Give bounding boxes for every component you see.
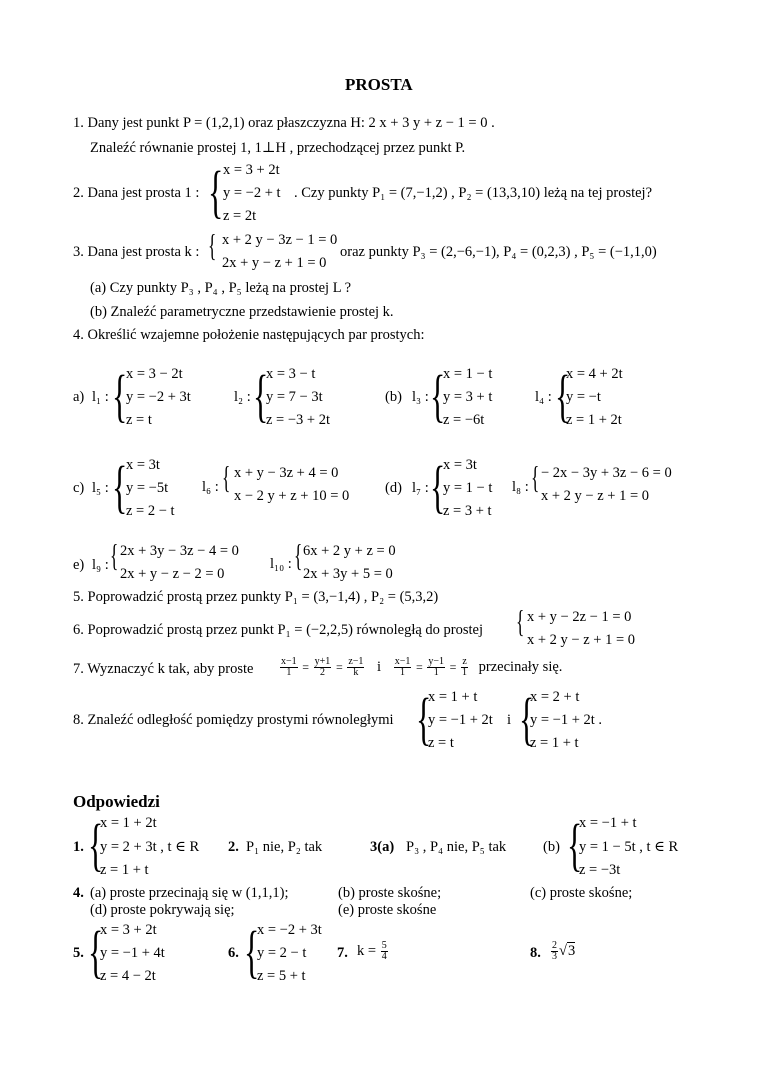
problem-2-prefix: 2. Dana jest prosta 1 : <box>73 185 200 201</box>
problem-3b: (b) Znaleźć parametryczne przedstawienie prostej k. <box>90 304 394 320</box>
equation: z = t <box>126 412 152 428</box>
equation: 6x + 2 y + z = 0 <box>303 543 396 559</box>
label-c: c) <box>73 480 85 496</box>
equation: y = 1 − 5t , t ∈ R <box>579 839 679 855</box>
equation: x + y − 3z + 4 = 0 <box>234 465 339 481</box>
brace: { <box>519 686 535 751</box>
equation: y = −t <box>566 389 601 405</box>
brace: { <box>110 537 119 573</box>
equation: y = 2 + 3t , t ∈ R <box>100 839 200 855</box>
brace: { <box>208 159 224 224</box>
brace: { <box>244 919 260 984</box>
equation: x + 2 y − 3z − 1 = 0 <box>222 232 338 248</box>
brace: { <box>430 363 446 428</box>
label-e: e) <box>73 557 85 573</box>
problem-4-intro: 4. Określić wzajemne położenie następujących par prostych: <box>73 327 425 343</box>
brace: { <box>430 454 446 519</box>
equation: 2x + y − z + 1 = 0 <box>222 255 327 271</box>
line-l1-name: l₁ : <box>92 389 109 405</box>
equation: y = −2 + 3t <box>126 389 191 405</box>
equation: x = 3t <box>443 457 477 473</box>
brace: { <box>88 919 104 984</box>
problem-3-prefix: 3. Dana jest prosta k : <box>73 244 200 260</box>
equation: z = 1 + 2t <box>566 412 622 428</box>
equation: x + 2 y − z + 1 = 0 <box>541 488 650 504</box>
line-l6-name: l₆ : <box>202 479 219 495</box>
answer-4-label: 4. <box>73 885 84 901</box>
equation: x = 3 − t <box>266 366 316 382</box>
equation: y = −1 + 2t . <box>530 712 603 728</box>
equation: z = −6t <box>443 412 485 428</box>
equation: 2x + 3y − 3z − 4 = 0 <box>120 543 239 559</box>
equation: x = 4 + 2t <box>566 366 623 382</box>
answer-4d: (d) proste pokrywają się; <box>90 902 235 918</box>
equation: z = −3t <box>579 862 621 878</box>
fraction: $\frac{x-1}{1}$ <box>394 656 411 678</box>
equation: z = 1 + t <box>100 862 149 878</box>
line-l2-name: l₂ : <box>234 389 251 405</box>
equation: x + 2 y − z + 1 = 0 <box>527 632 636 648</box>
equation: z = 2t <box>223 208 257 224</box>
fraction: $\frac{y+1}{2}$ <box>314 656 331 678</box>
equation: x = 3 − 2t <box>126 366 183 382</box>
answer-6-label: 6. <box>228 945 239 961</box>
line-l7-name: l₇ : <box>412 480 429 496</box>
fraction: $\frac{x-1}{1}$ <box>281 656 297 678</box>
sqrt-symbol: √ <box>559 942 567 959</box>
line-l10-name: l₁₀ : <box>270 556 292 572</box>
answer-8 <box>550 941 575 962</box>
equation: y = 2 − t <box>257 945 307 961</box>
line-l5-name: l₅ : <box>92 480 109 496</box>
answer-1-label: 1. <box>73 839 84 855</box>
answer-2: P₁ nie, P₂ tak <box>246 839 323 855</box>
equation: y = −2 + t <box>223 185 281 201</box>
equation: x = 3t <box>126 457 160 473</box>
conjunction: i <box>507 712 512 728</box>
equation: y = 7 − 3t <box>266 389 323 405</box>
problem-3-points: oraz punkty P₃ = (2,−6,−1), P₄ = (0,2,3) , P₅ = (−1,1,0) <box>340 244 657 260</box>
answer-3b-label: (b) <box>543 839 560 855</box>
problem-2-question: . Czy punkty P₁ = (7,−1,2) , P₂ = (13,3,10) leżą na tej prostej? <box>294 185 653 201</box>
equation: x = 3 + 2t <box>223 162 280 178</box>
label-a: a) <box>73 389 85 405</box>
brace: { <box>112 363 128 428</box>
problem-5: 5. Poprowadzić prostą przez punkty P₁ = (3,−1,4) , P₂ = (5,3,2) <box>73 589 439 605</box>
problem-1-line1: 1. Dany jest punkt P = (1,2,1) oraz płaszczyzna H: 2 x + 3 y + z − 1 = 0 . <box>73 115 495 131</box>
equation: x = 1 + 2t <box>100 815 157 831</box>
problem-8-text: 8. Znaleźć odległość pomiędzy prostymi równoległymi <box>73 712 394 728</box>
equation: x = 3 + 2t <box>100 922 157 938</box>
equation: y = −5t <box>126 480 169 496</box>
equation: z = −3 + 2t <box>266 412 330 428</box>
brace: { <box>88 812 104 877</box>
equation: y = 1 − t <box>443 480 493 496</box>
brace: { <box>222 459 231 495</box>
answer-8-label: 8. <box>530 945 541 961</box>
answer-7-label: 7. <box>337 945 348 961</box>
answer-3a-label: 3(a) <box>370 839 395 855</box>
equation: 2x + y − z − 2 = 0 <box>120 566 225 582</box>
problem-6-text: 6. Poprowadzić prostą przez punkt P₁ = (−2,2,5) równoległą do prostej <box>73 622 484 638</box>
equation: z = 3 + t <box>443 503 492 519</box>
problem-3a: (a) Czy punkty P₃ , P₄ , P₅ leżą na prostej L ? <box>90 280 352 296</box>
answer-5-label: 5. <box>73 945 84 961</box>
equation: z = 2 − t <box>126 503 175 519</box>
answer-7: k = $\frac{5}{4}$ <box>357 940 387 962</box>
brace: { <box>112 454 128 519</box>
brace: { <box>567 812 583 877</box>
line-l9-name: l₉ : <box>92 557 109 573</box>
fraction: $\frac{5}{4}$ <box>381 940 387 962</box>
equation: x = −1 + t <box>579 815 637 831</box>
equation: x = 1 − t <box>443 366 493 382</box>
fraction: $\frac{2}{3}$ <box>552 940 557 962</box>
answer-4c: (c) proste skośne; <box>530 885 633 901</box>
label-d: (d) <box>385 480 402 496</box>
brace: { <box>516 603 525 639</box>
equation: y = −1 + 2t <box>428 712 493 728</box>
problem-7-equation: $\frac{x-1}{1}$ = $\frac{y+1}{2}$ = $\frac{z-1}{k}$ i $\frac{x-1}{1}$ = $\frac{y-1}{1}$ = $\frac{z}{1}$ przecinały się. <box>281 656 563 678</box>
equation: z = t <box>428 735 454 751</box>
equation: x = −2 + 3t <box>257 922 322 938</box>
line-l4-name: l₄ : <box>535 389 552 405</box>
equation: z = 5 + t <box>257 968 306 984</box>
page-title: PROSTA <box>345 75 413 94</box>
answer-4e: (e) proste skośne <box>338 902 437 918</box>
line-l3-name: l₃ : <box>412 389 429 405</box>
label-b: (b) <box>385 389 402 405</box>
brace: { <box>555 363 571 428</box>
equation: y = 3 + t <box>443 389 493 405</box>
answer-4a: (a) proste przecinają się w (1,1,1); <box>90 885 289 901</box>
brace: { <box>416 686 432 751</box>
line-l8-name: l₈ : <box>512 479 529 495</box>
fraction: $\frac{z-1}{k}$ <box>348 656 364 678</box>
equation: x − 2 y + z + 10 = 0 <box>234 488 350 504</box>
equation: x + y − 2z − 1 = 0 <box>527 609 632 625</box>
answer-2-label: 2. <box>228 839 239 855</box>
equation: x = 1 + t <box>428 689 478 705</box>
radicand: 3 <box>567 942 576 959</box>
equation: − 2x − 3y + 3z − 6 = 0 <box>541 465 672 481</box>
answers-header: Odpowiedzi <box>73 792 160 811</box>
equation: y = −1 + 4t <box>100 945 165 961</box>
answer-3a: P₃ , P₄ nie, P₅ tak <box>406 839 507 855</box>
equation: 2x + 3y + 5 = 0 <box>303 566 393 582</box>
brace: { <box>208 227 217 263</box>
equation: x = 2 + t <box>530 689 580 705</box>
answer-4b: (b) proste skośne; <box>338 885 442 901</box>
brace: { <box>531 459 540 495</box>
problem-7-prefix: 7. Wyznaczyć k tak, aby proste <box>73 661 254 677</box>
equation: z = 1 + t <box>530 735 579 751</box>
brace: { <box>294 537 303 573</box>
brace: { <box>253 363 269 428</box>
fraction: $\frac{y-1}{1}$ <box>428 656 445 678</box>
equation: z = 4 − 2t <box>100 968 156 984</box>
problem-1-line2: Znaleźć równanie prostej 1, 1⊥H , przechodzącej przez punkt P. <box>90 140 466 156</box>
fraction: $\frac{z}{1}$ <box>462 656 468 678</box>
